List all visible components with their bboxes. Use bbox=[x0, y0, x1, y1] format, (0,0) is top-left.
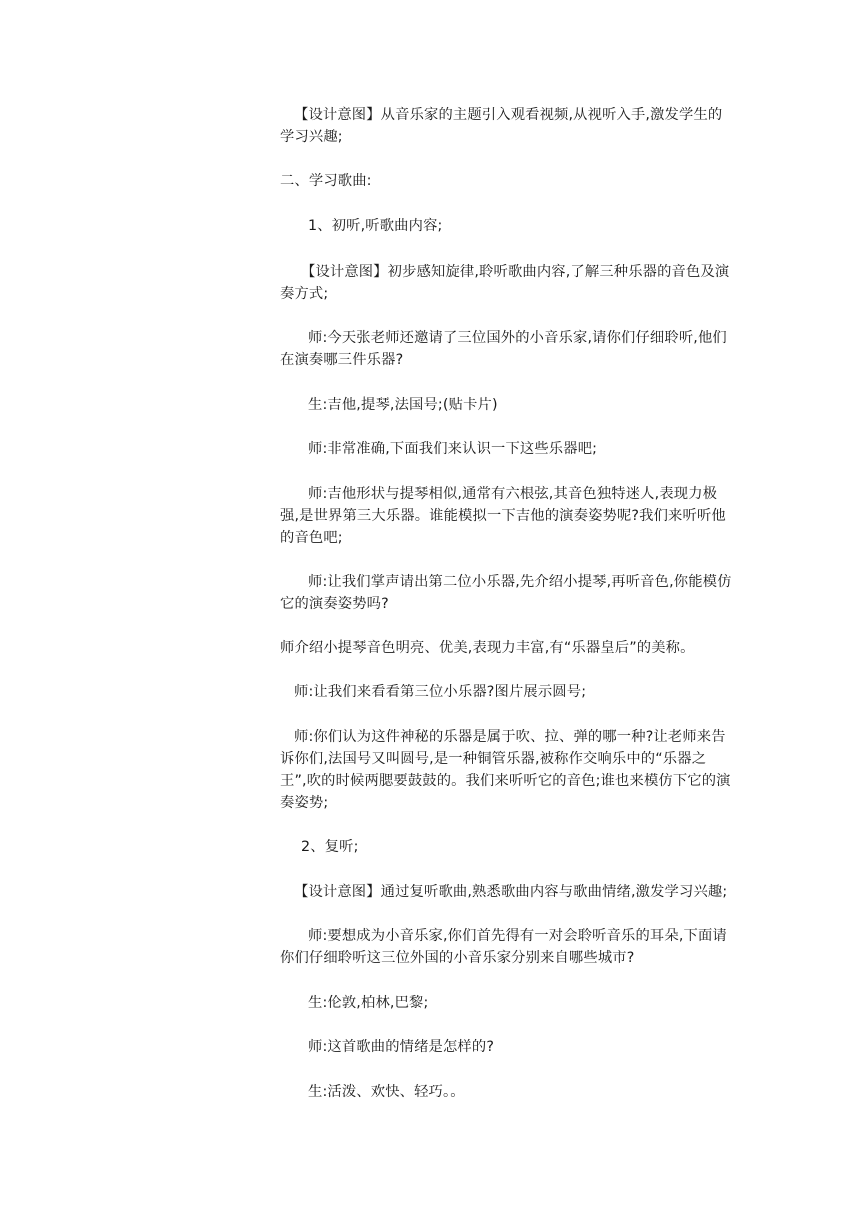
student-line: 生:伦敦,柏林,巴黎; bbox=[308, 995, 429, 1011]
teacher-line: 师:非常准确,下面我们来认识一下这些乐器吧; bbox=[308, 441, 598, 457]
design-intent-paragraph: 【设计意图】通过复听歌曲,熟悉歌曲内容与歌曲情绪,激发学习兴趣; bbox=[294, 884, 728, 900]
teacher-line: 师:要想成为小音乐家,你们首先得有一对会聆听音乐的耳朵,下面请你们仔细聆听这三位外国的小音乐家分别来自哪些城市? bbox=[280, 928, 727, 966]
section-heading: 二、学习歌曲: bbox=[280, 173, 372, 189]
teacher-line: 师:让我们掌声请出第二位小乐器,先介绍小提琴,再听音色,你能模仿它的演奏姿势吗? bbox=[280, 574, 732, 612]
teacher-line: 师:这首歌曲的情绪是怎样的? bbox=[308, 1039, 495, 1055]
student-line: 生:吉他,提琴,法国号;(贴卡片) bbox=[308, 397, 498, 413]
teacher-line: 师:你们认为这件神秘的乐器是属于吹、拉、弹的哪一种?让老师来告诉你们,法国号又叫圆号,是一种铜管乐器,被称作交响乐中的“乐器之王”,吹的时候两腮要鼓鼓的。我们来听听它的音色;谁也来模仿下它的演奏姿势; bbox=[280, 729, 731, 811]
step-heading: 1、初听,听歌曲内容; bbox=[308, 218, 443, 234]
design-intent-paragraph: 【设计意图】初步感知旋律,聆听歌曲内容,了解三种乐器的音色及演奏方式; bbox=[280, 264, 730, 302]
design-intent-paragraph: 【设计意图】从音乐家的主题引入观看视频,从视听入手,激发学生的学习兴趣; bbox=[280, 107, 723, 145]
step-heading: 2、复听; bbox=[301, 839, 359, 855]
document-body bbox=[280, 104, 732, 1103]
teacher-note: 师介绍小提琴音色明亮、优美,表现力丰富,有“乐器皇后”的美称。 bbox=[280, 640, 695, 656]
teacher-line: 师:吉他形状与提琴相似,通常有六根弦,其音色独特迷人,表现力极强,是世界第三大乐器。谁能模拟一下吉他的演奏姿势呢?我们来听听他的音色吧; bbox=[280, 486, 726, 546]
student-line: 生:活泼、欢快、轻巧。。 bbox=[308, 1084, 465, 1100]
teacher-line: 师:让我们来看看第三位小乐器?图片展示圆号; bbox=[294, 684, 587, 700]
teacher-line: 师:今天张老师还邀请了三位国外的小音乐家,请你们仔细聆听,他们在演奏哪三件乐器? bbox=[280, 330, 727, 368]
